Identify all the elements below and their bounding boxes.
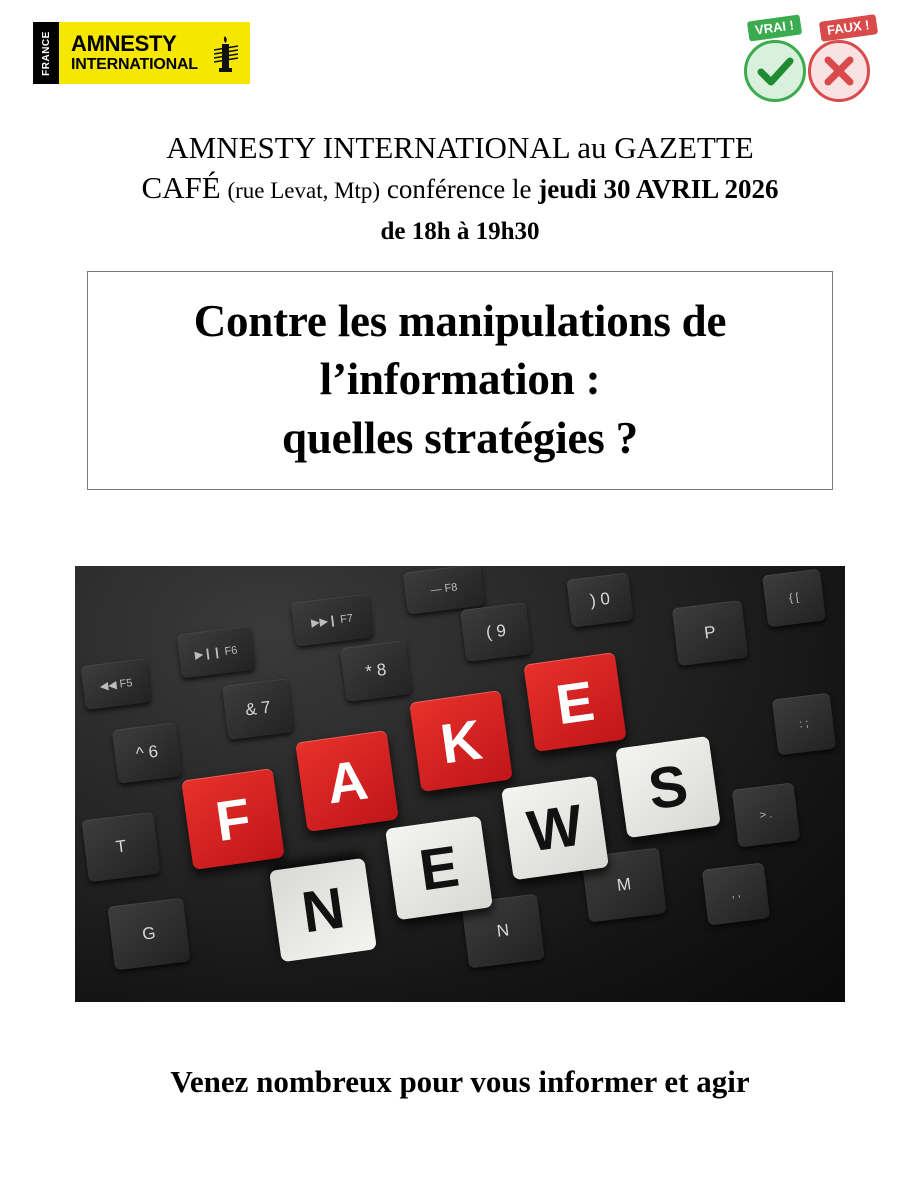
keyboard-key-7: & 7 (222, 679, 294, 741)
intro-cafe: CAFÉ (141, 170, 221, 206)
headline-box (87, 271, 833, 491)
keyboard-key-bracket: { [ (762, 569, 826, 628)
logo-line1: AMNESTY (71, 31, 177, 56)
keyboard-key-g: G (107, 898, 190, 971)
keyboard-key-t: T (81, 812, 160, 882)
keyboard-key-9: ( 9 (460, 603, 532, 663)
headline-line-3: quelles stratégies ? (282, 412, 638, 463)
keyboard-key-0: ) 0 (566, 573, 633, 628)
tile-fake-e: E (523, 652, 626, 752)
cross-mark-icon (808, 40, 870, 102)
logo-france-band (33, 22, 59, 84)
check-mark-icon (744, 40, 806, 102)
tile-news-n: N (269, 858, 377, 962)
intro-event-hours: de 18h à 19h30 (380, 217, 540, 245)
tile-news-s: S (615, 736, 721, 838)
intro-event-date: jeudi 30 AVRIL 2026 (538, 174, 779, 205)
tile-news-e: E (385, 816, 493, 920)
keyboard-key-6: ^ 6 (112, 723, 182, 784)
keyboard-key-p: P (672, 600, 749, 666)
headline-line-1: Contre les manipulations de (193, 295, 727, 346)
fake-news-keyboard-photo (75, 566, 845, 1002)
logo-wordmark (71, 33, 198, 73)
headline-line-2: l’information : (319, 354, 601, 405)
keyboard-key-8: * 8 (340, 641, 412, 703)
amnesty-logo (33, 22, 250, 84)
logo-country-label: FRANCE (40, 30, 52, 76)
keyboard-key-f5: ◀◀ F5 (81, 659, 152, 711)
keyboard-key-n: N (461, 894, 544, 969)
page-header (0, 0, 920, 110)
intro-org-venue: AMNESTY INTERNATIONAL au GAZETTE (166, 130, 754, 165)
tile-fake-a: A (295, 730, 399, 832)
intro-line-3 (55, 209, 865, 249)
keyboard-key-m: M (581, 848, 666, 923)
keyboard-key-f8: — F8 (403, 566, 486, 615)
tile-news-w: W (501, 776, 609, 880)
intro-line-1 (55, 128, 865, 168)
intro-conference-label: conférence le (386, 174, 532, 205)
keyboard-key-period: > . (732, 783, 801, 848)
tile-fake-k: K (409, 690, 513, 792)
intro-address: (rue Levat, Mtp) (227, 178, 381, 204)
vrai-faux-badge (742, 18, 892, 104)
tile-fake-f: F (181, 768, 285, 870)
logo-yellow-block (59, 22, 250, 84)
keyboard-key-comma: , , (702, 863, 770, 926)
keyboard-key-f6: ▶❙❙ F6 (177, 626, 256, 679)
logo-line2: INTERNATIONAL (71, 56, 198, 73)
keyboard-key-colon: : ; (772, 693, 836, 756)
intro-line-2 (55, 168, 865, 208)
event-intro (55, 128, 865, 249)
amnesty-candle-barbed-wire-icon (212, 30, 240, 76)
call-to-action: Venez nombreux pour vous informer et agir (170, 1064, 750, 1100)
keyboard-key-f7: ▶▶❙ F7 (291, 594, 374, 647)
vrai-tag: VRAI ! (747, 14, 802, 41)
faux-tag: FAUX ! (819, 14, 878, 42)
